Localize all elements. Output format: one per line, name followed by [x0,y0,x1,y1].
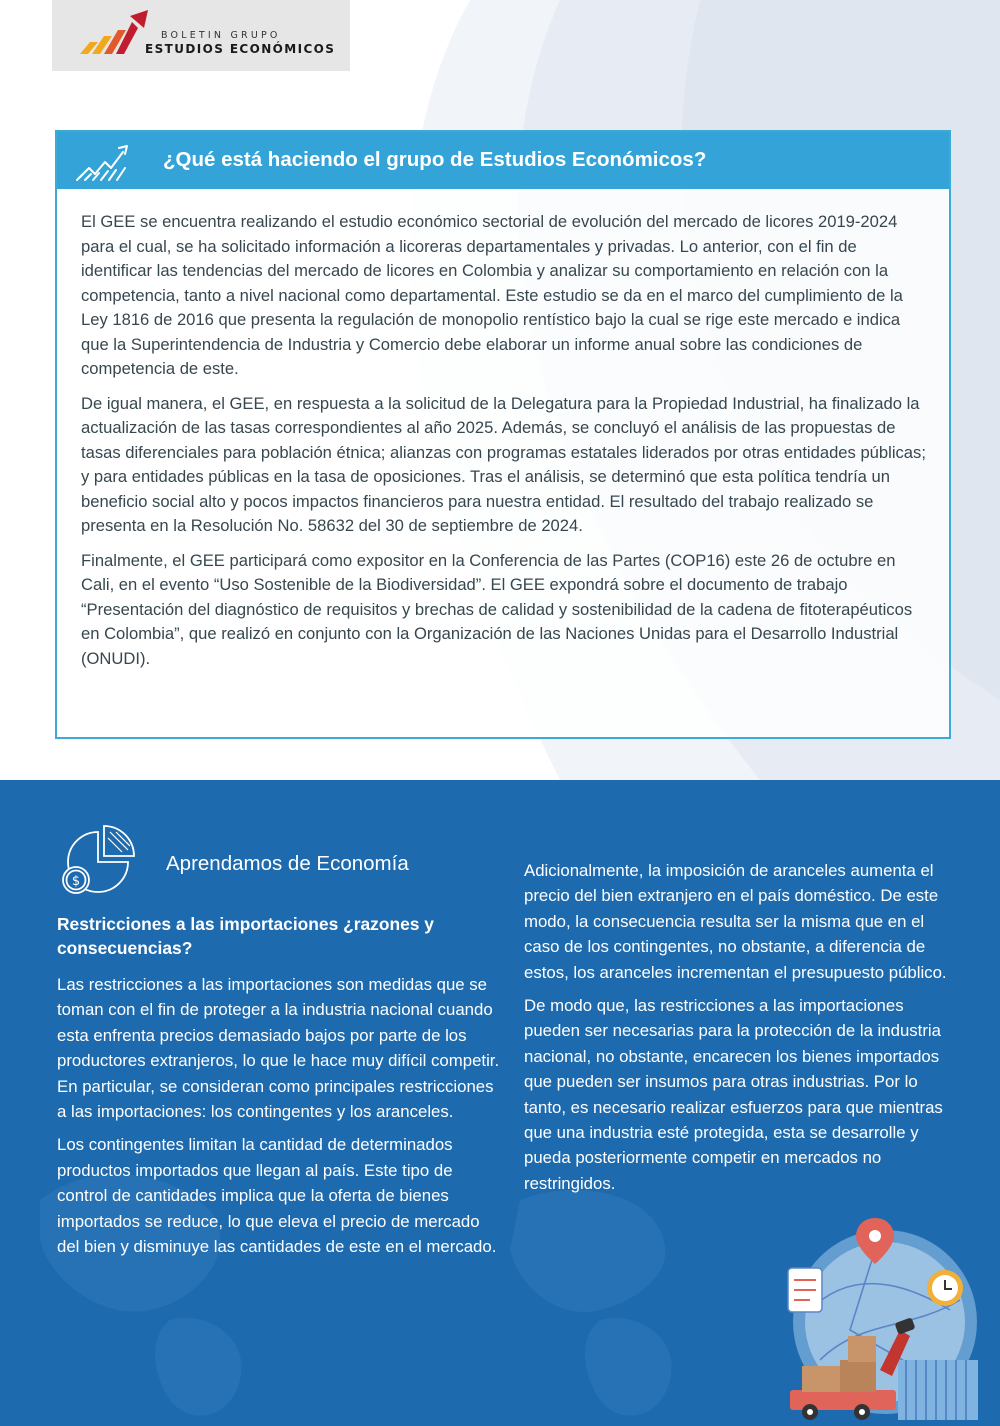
economy-subtitle: Restricciones a las importaciones ¿razones y consecuencias? [57,914,434,958]
economy-paragraph: Las restricciones a las importaciones son medidas que se toman con el fin de proteger a la industria nacional cuando esta enfrenta precios demasiado bajos por parte de los productores extranjeros, lo que le hace muy difícil competir. En particular, se consideran como principales restricciones a las importaciones: los contingentes y los aranceles. [57,975,500,1122]
gee-paragraph: Finalmente, el GEE participará como expositor en la Conferencia de las Partes (COP16) este 26 de octubre en Cali, en el evento “Uso Sostenible de la Biodiversidad”. El GEE expondrá sobre el documento de trabajo “Presentación del diagnóstico de requisitos y brechas de calidad y sostenibilidad de la cadena de fitoterapéuticos en Colombia”, que realizó en conjunto con la Organización de las Naciones Unidas para el Desarrollo Industrial (ONUDI). [81,550,913,668]
bulletin-logo [52,0,350,71]
gee-paragraph: De igual manera, el GEE, en respuesta a la solicitud de la Delegatura para la Propiedad Industrial, ha finalizado la actualización de las tasas correspondientes al año 2025. Además, se concluyó el análisis de las propuestas de tasas diferenciales para población étnica; alianzas con programas estatales liderados por otras entidades públicas; y para entidades públicas en la tasa de oposiciones. Tras el análisis, se determinó que esta política tendría un beneficio social alto y pocos impactos financieros para nuestra entidad. El resultado del trabajo realizado se presenta en la Resolución No. 58632 del 30 de septiembre de 2024. [81,393,926,535]
gee-paragraph: El GEE se encuentra realizando el estudio económico sectorial de evolución del mercado de licores 2019-2024 para el cual, se ha solicitado información a licoreras departamentales y privadas. Lo anterior, con el fin de identificar las tendencias del mercado de licores en Colombia y analizar su comportamiento en relación con la competencia, tanto a nivel nacional como departamental. Este estudio se da en el marco del cumplimiento de la Ley 1816 de 2016 que presenta la regulación de monopolio rentístico bajo la cual se rige este mercado e indica que la Superintendencia de Industria y Comercio debe elaborar un informe anual sobre las condiciones de competencia de este. [81,212,903,378]
gee-card-header [57,132,949,189]
logo-text-bottom: ESTUDIOS ECONÓMICOS [145,42,336,56]
economy-paragraph: De modo que, las restricciones a las importaciones pueden ser necesarias para la protección de la industria nacional, no obstante, encarecen los bienes importados que pueden ser insumos para otras industrias. Por lo tanto, es necesario realizar esfuerzos para que mientras que una industria esté protegida, esta se desarrolle y pueda posteriormente competir en mercados no restringidos. [524,996,943,1193]
economy-section [0,780,1000,1426]
logo-text-top: BOLETIN GRUPO [161,30,281,41]
gee-activities-card [55,130,951,739]
pie-chart-dollar-icon [58,824,136,896]
logistics-illustration-icon [780,1210,985,1426]
gee-section-body [81,210,927,681]
gee-section-title: ¿Qué está haciendo el grupo de Estudios Económicos? [163,148,707,171]
economy-section-title: Aprendamos de Economía [166,852,409,875]
economy-paragraph: Adicionalmente, la imposición de aranceles aumenta el precio del bien extranjero en el país doméstico. De este modo, la consecuencia resulta ser la misma que en el caso de los contingentes, no obstante, a diferencia de estos, los aranceles incrementan el presupuesto público. [524,861,947,982]
economy-right-column [524,858,960,1204]
economy-paragraph: Los contingentes limitan la cantidad de determinados productos importados que llegan al país. Este tipo de control de cantidades implica que la oferta de bienes importados se reduce, lo que eleva el precio de mercado del bien y disminuye las cantidades de este en el mercado. [57,1135,497,1257]
growth-chart-icon [75,140,141,184]
economy-left-column [57,912,504,1267]
svg-text:$: $ [71,874,81,889]
